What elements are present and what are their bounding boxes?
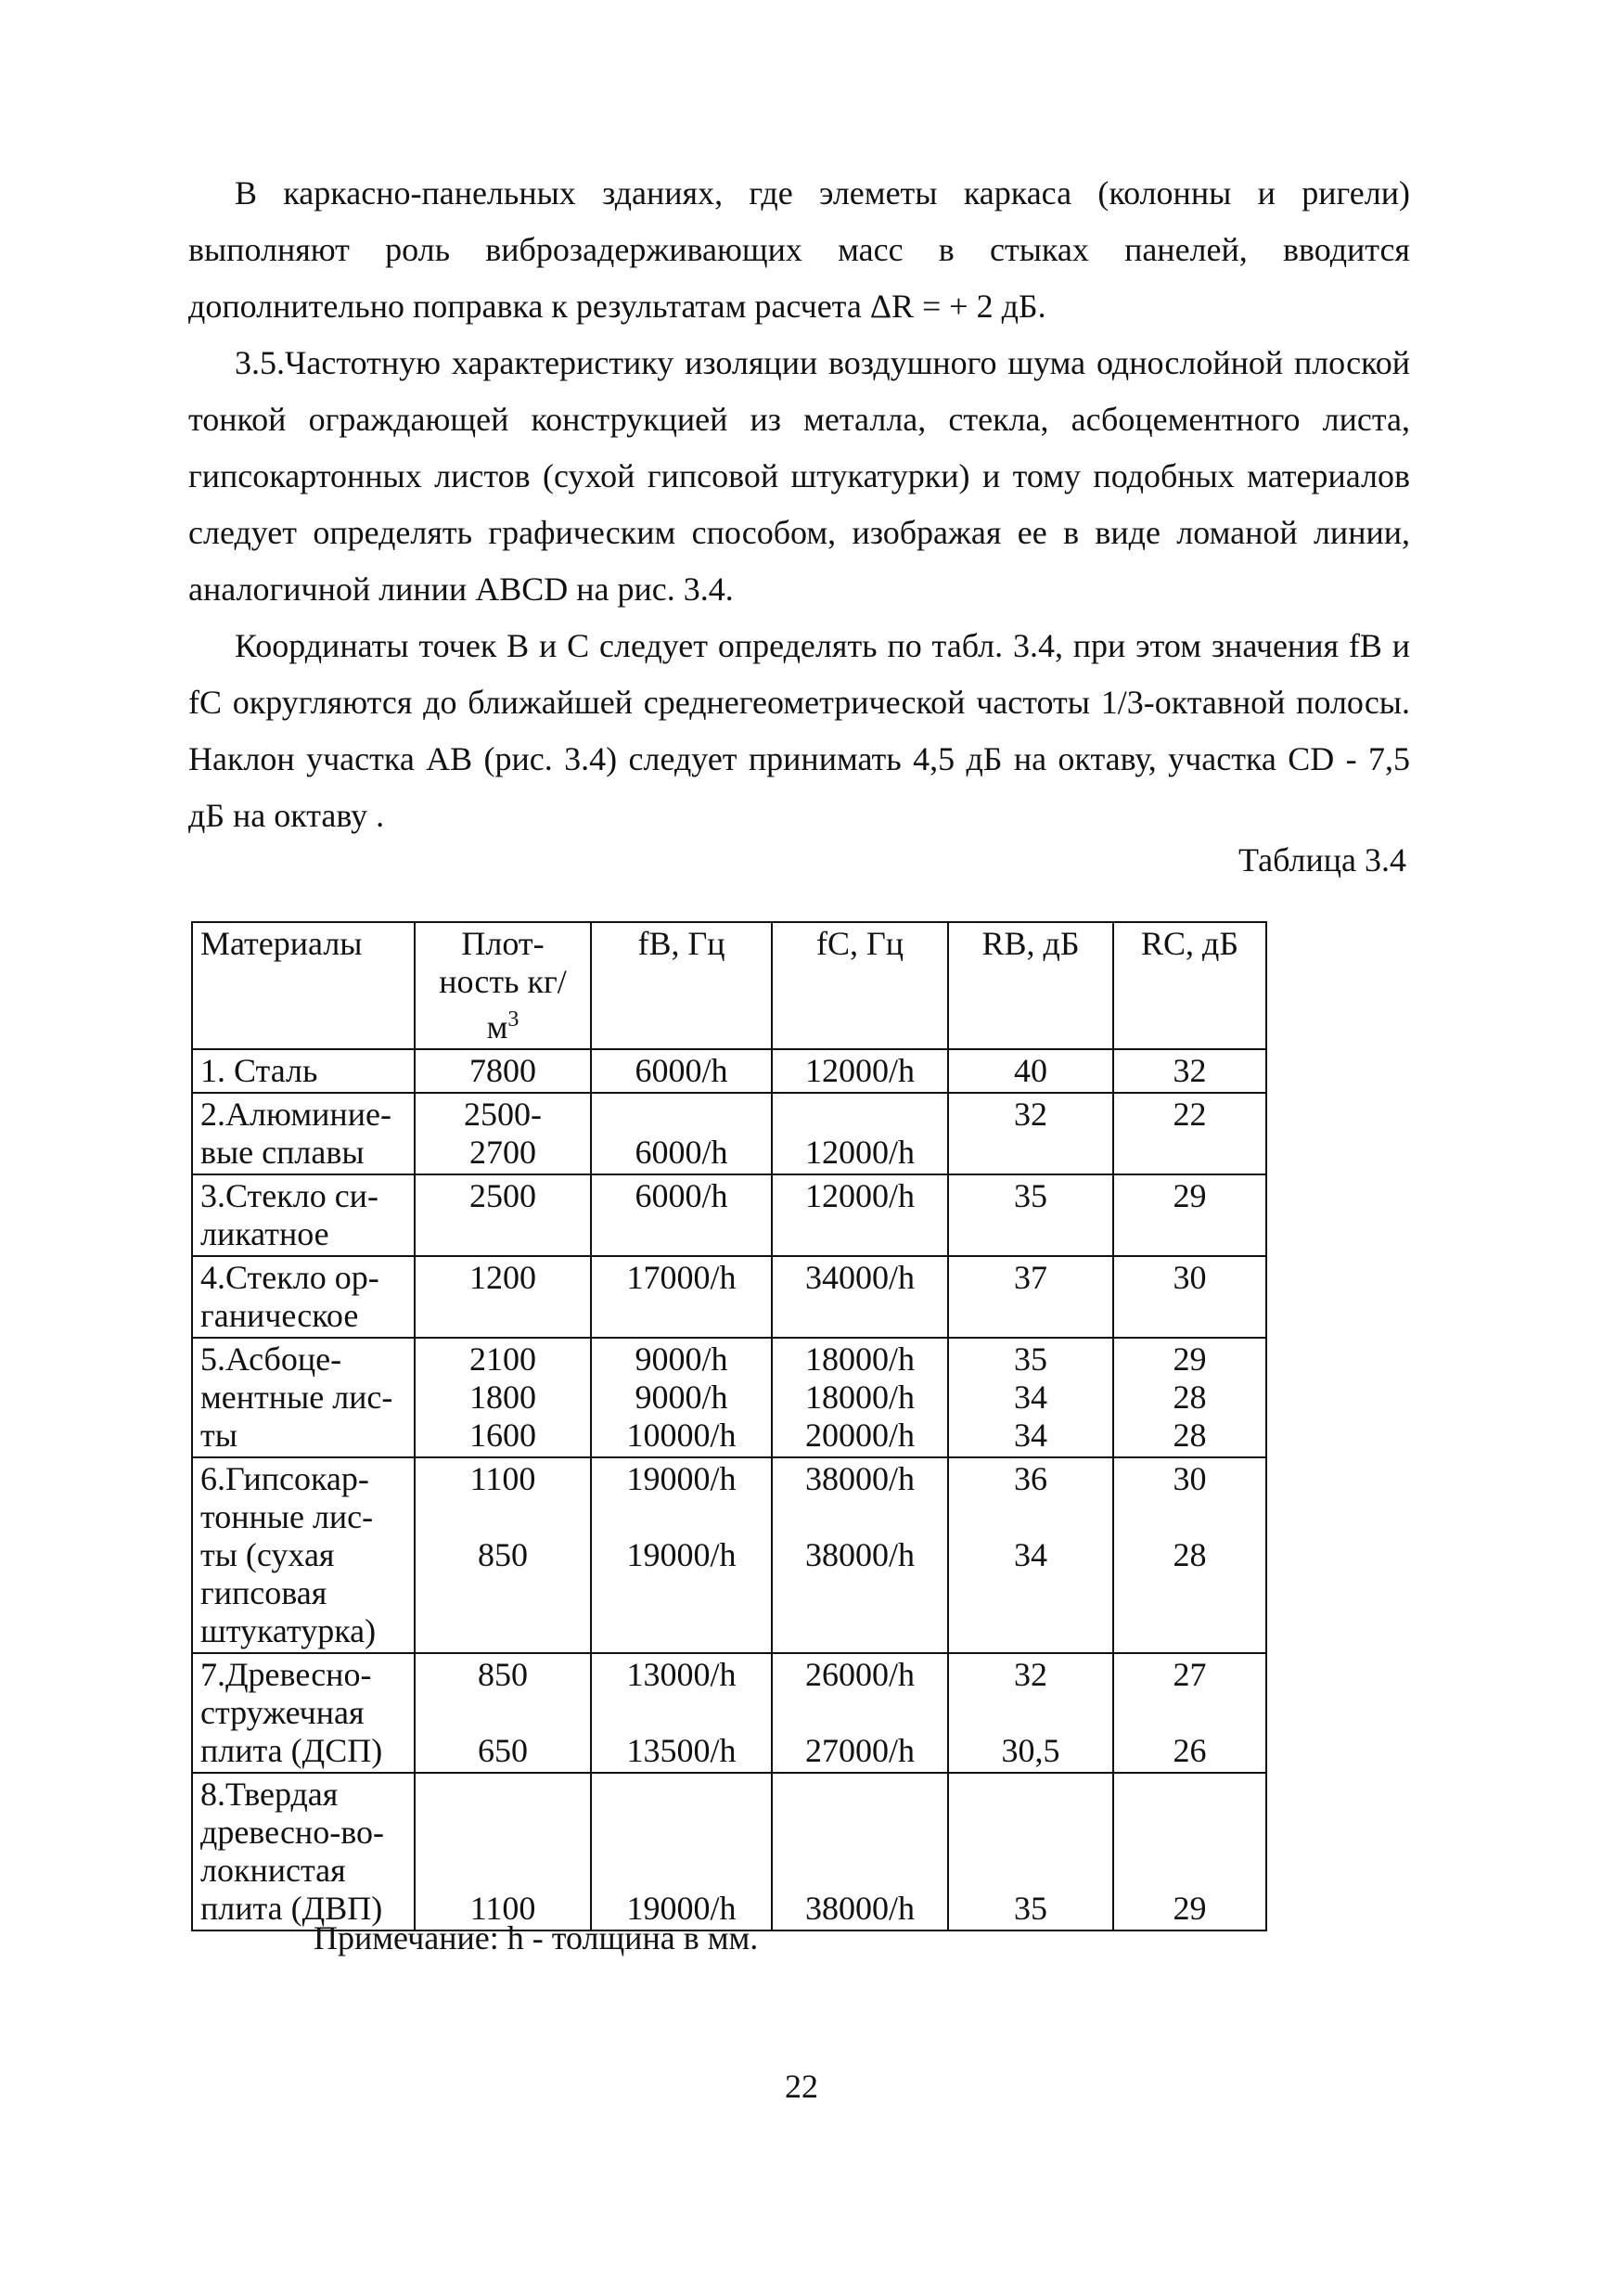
table-row — [192, 1174, 1266, 1256]
header-density — [415, 922, 591, 1049]
cell-fb — [591, 1338, 772, 1457]
cell-value: 36 — [1014, 1460, 1047, 1497]
cell-value: 12000/h — [804, 1134, 915, 1171]
cell-value — [423, 1694, 583, 1732]
cell-density — [415, 1773, 591, 1930]
cell-rc — [1113, 1174, 1266, 1256]
cell-value: 7800 — [469, 1052, 536, 1089]
cell-value: 9000/h — [635, 1340, 728, 1378]
header-rc: RC, дБ — [1113, 922, 1266, 1049]
cell-rb — [948, 1256, 1113, 1338]
cell-value: 38000/h — [804, 1536, 915, 1573]
table-row — [192, 1093, 1266, 1174]
cell-density — [415, 1049, 591, 1093]
cell-value: 35 — [1014, 1340, 1047, 1378]
cell-value: 32 — [1173, 1052, 1207, 1089]
cell-value: 650 — [478, 1732, 528, 1769]
table-note: Примечание: h - толщина в мм. — [314, 1919, 759, 1956]
cell-value — [423, 1814, 583, 1852]
cell-fb — [591, 1457, 772, 1653]
cell-value: 18000/h — [804, 1379, 915, 1416]
cell-value: 30,5 — [1001, 1732, 1060, 1769]
cell-fc — [772, 1049, 948, 1093]
cell-value — [780, 1498, 940, 1536]
cell-rb — [948, 1174, 1113, 1256]
header-density-sup: 3 — [507, 1007, 519, 1032]
cell-value: 9000/h — [635, 1379, 728, 1416]
cell-rc — [1113, 1653, 1266, 1773]
cell-material: 2.Алюминие-вые сплавы — [192, 1093, 415, 1174]
cell-value — [1122, 1814, 1258, 1852]
cell-material: 4.Стекло ор-ганическое — [192, 1256, 415, 1338]
table-row — [192, 1256, 1266, 1338]
cell-value — [599, 1498, 763, 1536]
cell-fc — [772, 1093, 948, 1174]
cell-value: 40 — [1014, 1052, 1047, 1089]
cell-density — [415, 1174, 591, 1256]
cell-value: 34000/h — [804, 1259, 915, 1296]
cell-rc — [1113, 1773, 1266, 1930]
cell-density — [415, 1653, 591, 1773]
cell-value: 1100 — [469, 1460, 536, 1497]
cell-density — [415, 1093, 591, 1174]
cell-value: 12000/h — [804, 1177, 915, 1214]
cell-rb — [948, 1093, 1113, 1174]
header-density-label: Плот-ность кг/м — [439, 925, 567, 1045]
cell-value: 32 — [1014, 1656, 1047, 1693]
cell-value: 29 — [1173, 1177, 1207, 1214]
cell-value: 27000/h — [804, 1732, 915, 1769]
table-row — [192, 1338, 1266, 1457]
cell-value: 34 — [1014, 1417, 1047, 1454]
cell-value — [780, 1694, 940, 1732]
cell-rb — [948, 1457, 1113, 1653]
table-row — [192, 1049, 1266, 1093]
table-row — [192, 1457, 1266, 1653]
cell-value: 26000/h — [804, 1656, 915, 1693]
cell-rb — [948, 1338, 1113, 1457]
cell-value — [956, 1776, 1105, 1814]
paragraph-points-b-c: Координаты точек B и C следует определять по табл. 3.4, при этом значения fB и fC округляются до ближайшей среднегеометрической частоты 1/3-октавной полосы. Наклон участка AB (рис. 3.4) следует принимать 4,5 дБ на октаву, участка CD - 7,5 дБ на октаву . — [188, 627, 1410, 834]
cell-value — [956, 1694, 1105, 1732]
cell-rb — [948, 1049, 1113, 1093]
cell-rc — [1113, 1093, 1266, 1174]
cell-value: 17000/h — [626, 1259, 737, 1296]
cell-fb — [591, 1093, 772, 1174]
cell-value — [780, 1852, 940, 1890]
cell-value: 19000/h — [626, 1890, 737, 1927]
table-caption: Таблица 3.4 — [1238, 841, 1406, 879]
cell-value: 34 — [1014, 1379, 1047, 1416]
cell-material: 3.Стекло си-ликатное — [192, 1174, 415, 1256]
cell-value: 34 — [1014, 1536, 1047, 1573]
cell-value: 27 — [1173, 1656, 1207, 1693]
cell-fb — [591, 1174, 772, 1256]
cell-value: 12000/h — [804, 1052, 915, 1089]
cell-material: 1. Сталь — [192, 1049, 415, 1093]
cell-value: 2700 — [469, 1134, 536, 1171]
cell-value: 30 — [1173, 1460, 1207, 1497]
cell-value: 29 — [1173, 1890, 1207, 1927]
cell-value — [423, 1498, 583, 1536]
header-fb: fB, Гц — [591, 922, 772, 1049]
cell-fb — [591, 1773, 772, 1930]
cell-value: 28 — [1173, 1417, 1207, 1454]
header-rb: RB, дБ — [948, 922, 1113, 1049]
header-fc: fC, Гц — [772, 922, 948, 1049]
cell-value — [956, 1134, 1105, 1172]
cell-value — [599, 1694, 763, 1732]
cell-rc — [1113, 1457, 1266, 1653]
cell-value: 6000/h — [635, 1052, 728, 1089]
cell-fb — [591, 1256, 772, 1338]
cell-value: 29 — [1173, 1340, 1207, 1378]
cell-value: 38000/h — [804, 1460, 915, 1497]
cell-value: 20000/h — [804, 1417, 915, 1454]
cell-value — [1122, 1498, 1258, 1536]
cell-value: 32 — [1014, 1096, 1047, 1133]
cell-value: 1800 — [469, 1379, 536, 1416]
cell-fc — [772, 1653, 948, 1773]
cell-value — [780, 1814, 940, 1852]
cell-material: 5.Асбоце-ментные лис-ты — [192, 1338, 415, 1457]
cell-material: 6.Гипсокар-тонные лис-ты (сухая гипсовая штукатурка) — [192, 1457, 415, 1653]
cell-value — [1122, 1776, 1258, 1814]
cell-fb — [591, 1049, 772, 1093]
cell-value — [780, 1776, 940, 1814]
cell-value: 35 — [1014, 1890, 1047, 1927]
cell-value: 28 — [1173, 1379, 1207, 1416]
cell-value — [1122, 1134, 1258, 1172]
cell-value: 1600 — [469, 1417, 536, 1454]
cell-value — [956, 1814, 1105, 1852]
cell-value: 37 — [1014, 1259, 1047, 1296]
cell-fc — [772, 1338, 948, 1457]
cell-value: 2500 — [469, 1177, 536, 1214]
table-header-row — [192, 922, 1266, 1049]
cell-material: 8.Твердая древесно-во-локнистая плита (ДВП) — [192, 1773, 415, 1930]
cell-value — [599, 1852, 763, 1890]
cell-value: 30 — [1173, 1259, 1207, 1296]
table-body — [192, 1049, 1266, 1930]
cell-value: 1200 — [469, 1259, 536, 1296]
cell-value: 18000/h — [804, 1340, 915, 1378]
cell-value: 850 — [478, 1536, 528, 1573]
cell-rc — [1113, 1256, 1266, 1338]
cell-value — [599, 1096, 763, 1134]
cell-fc — [772, 1174, 948, 1256]
cell-value: 19000/h — [626, 1460, 737, 1497]
cell-fc — [772, 1773, 948, 1930]
materials-table — [191, 921, 1267, 1931]
cell-value: 35 — [1014, 1177, 1047, 1214]
cell-value: 28 — [1173, 1536, 1207, 1573]
table-row — [192, 1773, 1266, 1930]
cell-value: 26 — [1173, 1732, 1207, 1769]
cell-value: 13000/h — [626, 1656, 737, 1693]
cell-value: 13500/h — [626, 1732, 737, 1769]
cell-value — [956, 1498, 1105, 1536]
cell-value: 2500- — [464, 1096, 542, 1133]
cell-rb — [948, 1773, 1113, 1930]
cell-material: 7.Древесно-стружечная плита (ДСП) — [192, 1653, 415, 1773]
cell-value — [956, 1852, 1105, 1890]
cell-density — [415, 1457, 591, 1653]
cell-fb — [591, 1653, 772, 1773]
cell-value: 38000/h — [804, 1890, 915, 1927]
cell-value — [599, 1814, 763, 1852]
cell-value: 6000/h — [635, 1134, 728, 1171]
cell-fc — [772, 1256, 948, 1338]
cell-value — [1122, 1852, 1258, 1890]
table-row — [192, 1653, 1266, 1773]
cell-value: 850 — [478, 1656, 528, 1693]
cell-value: 22 — [1173, 1096, 1207, 1133]
cell-value — [423, 1852, 583, 1890]
cell-value — [780, 1096, 940, 1134]
paragraph-frame-buildings: В каркасно-панельных зданиях, где элеметы каркаса (колонны и ригели) выполняют роль виброзадерживающих масс в стыках панелей, вводится дополнительно поправка к результатам расчета ΔR = + 2 дБ. — [188, 174, 1410, 325]
cell-density — [415, 1256, 591, 1338]
paragraph-section-3-5: 3.5.Частотную характеристику изоляции воздушного шума однослойной плоской тонкой ограждающей конструкцией из металла, стекла, асбоцементного листа, гипсокартонных листов (сухой гипсовой штукатурки) и тому подобных материалов следует определять графическим способом, изображая ее в виде ломаной линии, аналогичной линии ABCD на рис. 3.4. — [188, 344, 1410, 608]
cell-density — [415, 1338, 591, 1457]
cell-value: 2100 — [469, 1340, 536, 1378]
cell-rc — [1113, 1338, 1266, 1457]
cell-fc — [772, 1457, 948, 1653]
header-materials: Материалы — [192, 922, 415, 1049]
cell-rc — [1113, 1049, 1266, 1093]
page-number: 22 — [785, 2068, 818, 2105]
cell-rb — [948, 1653, 1113, 1773]
cell-value — [423, 1776, 583, 1814]
cell-value: 19000/h — [626, 1536, 737, 1573]
cell-value: 1100 — [469, 1890, 536, 1927]
cell-value — [599, 1776, 763, 1814]
cell-value: 6000/h — [635, 1177, 728, 1214]
cell-value — [1122, 1694, 1258, 1732]
cell-value: 10000/h — [626, 1417, 737, 1454]
